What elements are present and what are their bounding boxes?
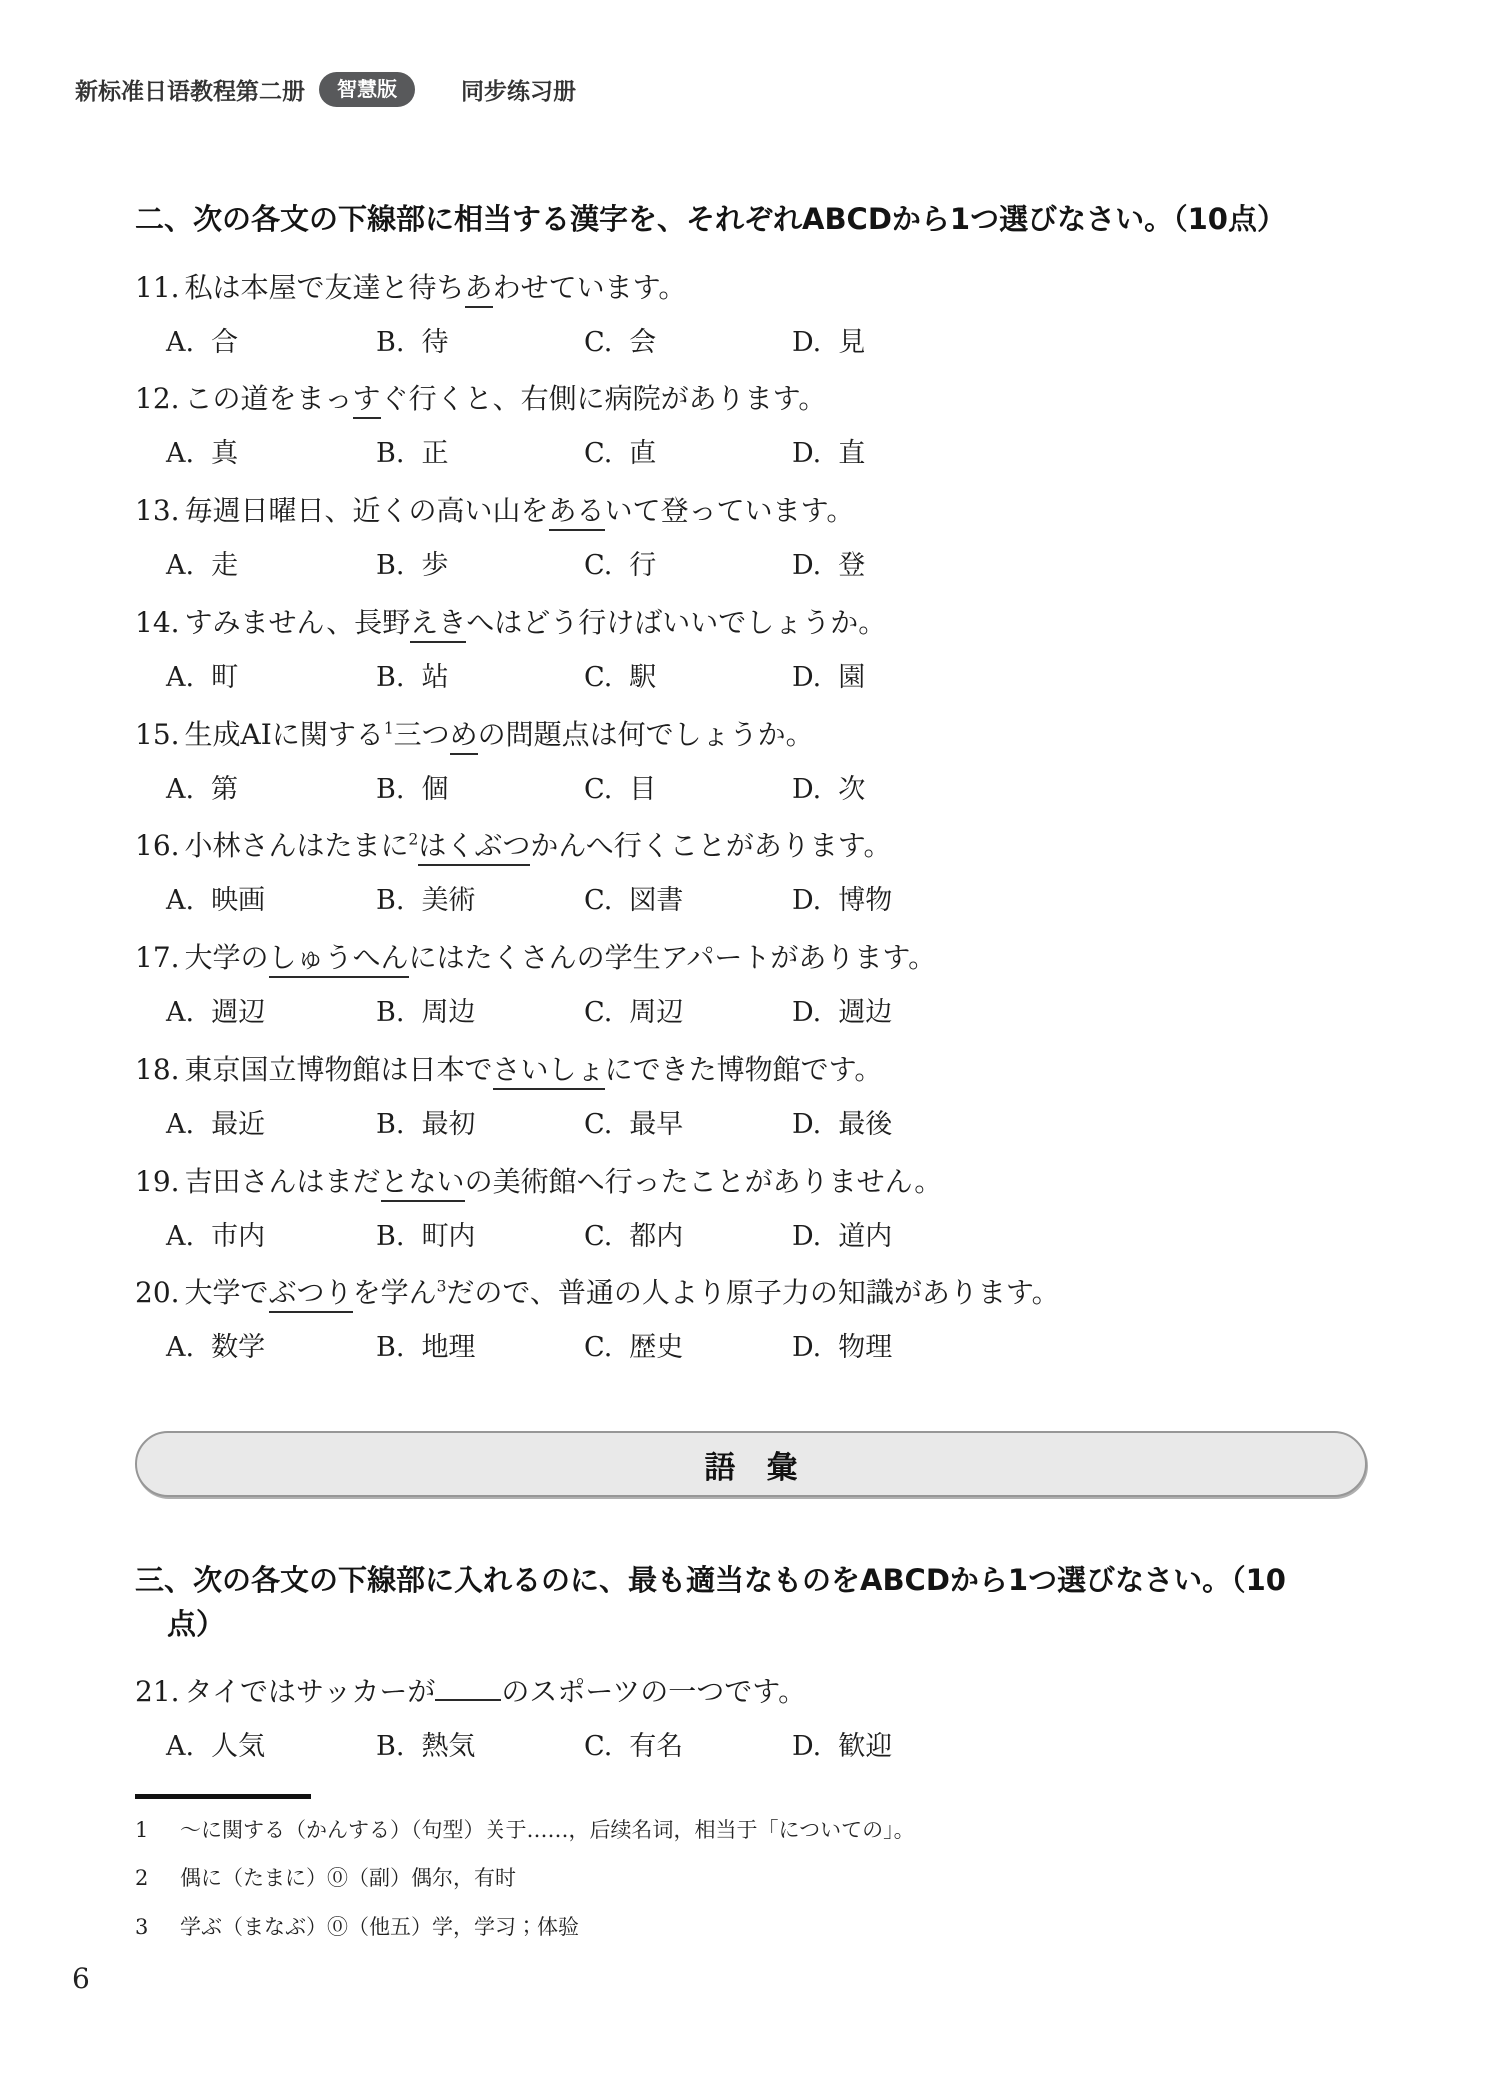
- answer-option: [584, 326, 792, 360]
- option-letter: D.: [792, 1220, 822, 1252]
- answer-option: [166, 437, 376, 471]
- option-letter: D.: [792, 1731, 822, 1762]
- question-item: [135, 1164, 1387, 1254]
- sentence-segment: さいしょ: [493, 1053, 605, 1090]
- question-sentence: [135, 1275, 1387, 1310]
- sentence-segment: 3: [436, 1277, 447, 1296]
- section-kanji-choice: [135, 198, 1387, 1365]
- question-number: 19.: [135, 1164, 180, 1198]
- option-letter: D.: [792, 550, 822, 581]
- option-text: 週边: [838, 997, 893, 1028]
- option-letter: A.: [166, 773, 195, 805]
- book-title: 新标准日语教程第二册: [75, 79, 305, 105]
- sentence-segment: 1: [383, 719, 394, 738]
- answer-option: [792, 549, 1387, 583]
- options-row: [135, 773, 1387, 807]
- answer-option: [376, 326, 584, 360]
- option-letter: C.: [584, 438, 613, 470]
- option-text: 周边: [421, 997, 476, 1028]
- option-letter: B.: [376, 1108, 405, 1140]
- answer-option: [584, 549, 792, 583]
- option-text: 町内: [421, 1220, 476, 1252]
- option-text: 登: [838, 550, 866, 581]
- option-letter: C.: [584, 1108, 613, 1140]
- answer-option: [584, 661, 792, 695]
- options-row: [135, 996, 1387, 1030]
- option-letter: D.: [792, 773, 822, 805]
- option-text: 歴史: [629, 1332, 684, 1364]
- sentence-segment: 私は本屋で友達と待ち: [184, 270, 465, 304]
- option-letter: A.: [166, 550, 195, 581]
- option-text: 目: [629, 773, 657, 805]
- answer-option: [376, 549, 584, 583]
- option-text: 行: [629, 550, 657, 581]
- option-text: 最後: [838, 1108, 893, 1140]
- question-number: 16.: [135, 829, 180, 863]
- question-list: [135, 270, 1387, 1366]
- answer-option: [584, 996, 792, 1030]
- sentence-segment: 三つ: [393, 717, 450, 751]
- edition-badge: 智慧版: [319, 72, 415, 107]
- footnote-number: 3: [135, 1914, 149, 1939]
- answer-option: [166, 1730, 376, 1764]
- sentence-segment: とない: [381, 1165, 465, 1202]
- option-text: 都内: [629, 1220, 684, 1252]
- option-text: 次: [838, 773, 866, 805]
- option-text: 周辺: [629, 997, 684, 1028]
- sentence-segment: かんへ行くことがあります。: [530, 829, 892, 863]
- question-sentence: [135, 493, 1387, 528]
- option-text: 町: [211, 661, 239, 693]
- option-text: 個: [421, 773, 449, 805]
- option-text: 合: [211, 326, 239, 358]
- option-letter: A.: [166, 1731, 195, 1762]
- footnote-text: 偶に（たまに）⓪（副）偶尔，有时: [180, 1866, 516, 1891]
- footnote-divider: [135, 1794, 311, 1799]
- option-letter: B.: [376, 550, 405, 581]
- option-text: 最初: [421, 1108, 476, 1140]
- sentence-segment: の美術館へ行ったことがありません。: [464, 1164, 943, 1198]
- option-text: 市内: [211, 1220, 266, 1252]
- sentence-segment: を学ん: [352, 1276, 437, 1310]
- section-vocab-fill: [135, 1559, 1387, 1764]
- sentence-segment: 大学で: [184, 1276, 269, 1310]
- answer-option: [376, 1730, 584, 1764]
- sentence-segment: はくぶつ: [418, 829, 530, 866]
- question-number: 14.: [135, 605, 180, 639]
- options-row: [135, 549, 1387, 583]
- answer-option: [792, 1108, 1387, 1142]
- option-letter: B.: [376, 885, 405, 917]
- sentence-segment: ある: [549, 494, 605, 531]
- option-letter: B.: [376, 1220, 405, 1252]
- page-header: [75, 72, 576, 107]
- sentence-segment: の問題点は何でしょうか。: [477, 717, 814, 751]
- option-letter: C.: [584, 326, 613, 358]
- answer-option: [792, 1730, 1387, 1764]
- option-text: 図書: [629, 885, 684, 917]
- option-text: 駅: [629, 661, 657, 693]
- answer-option: [166, 1220, 376, 1254]
- question-sentence: [135, 381, 1387, 416]
- option-text: 道内: [838, 1220, 893, 1252]
- option-text: 最近: [211, 1108, 266, 1140]
- question-sentence: [135, 605, 1387, 640]
- option-text: 物理: [838, 1332, 893, 1364]
- option-text: 数学: [211, 1332, 266, 1364]
- option-text: 直: [838, 438, 866, 470]
- question-number: 18.: [135, 1052, 180, 1086]
- answer-option: [792, 661, 1387, 695]
- question-sentence: [135, 1674, 1387, 1709]
- sentence-segment: えき: [410, 606, 466, 643]
- answer-option: [166, 884, 376, 918]
- answer-option: [376, 1108, 584, 1142]
- answer-option: [376, 661, 584, 695]
- option-letter: B.: [376, 438, 405, 470]
- answer-option: [166, 661, 376, 695]
- option-text: 站: [421, 661, 449, 693]
- option-letter: C.: [584, 550, 613, 581]
- options-row: [135, 1108, 1387, 1142]
- option-letter: B.: [376, 997, 405, 1028]
- question-number: 17.: [135, 941, 180, 974]
- answer-option: [584, 1220, 792, 1254]
- page-content: [135, 198, 1387, 1960]
- sentence-segment: 毎週日曜日、近くの高い山を: [184, 494, 549, 527]
- answer-option: [166, 773, 376, 807]
- sentence-segment: いて登っています。: [604, 494, 855, 527]
- sentence-segment: ぶつり: [269, 1276, 353, 1313]
- footnote: [135, 1863, 1387, 1893]
- option-letter: A.: [166, 661, 195, 693]
- sentence-segment: め: [450, 718, 478, 755]
- series-title: 同步练习册: [461, 79, 576, 105]
- option-letter: D.: [792, 438, 822, 470]
- question-sentence: [135, 828, 1387, 863]
- footnote-number: 1: [135, 1817, 149, 1842]
- sentence-segment: にできた博物館です。: [604, 1052, 883, 1086]
- option-text: 有名: [629, 1731, 684, 1762]
- question-item: [135, 270, 1387, 360]
- footnote: [135, 1815, 1387, 1845]
- question-number: 13.: [135, 494, 180, 527]
- question-item: [135, 1674, 1387, 1764]
- option-letter: A.: [166, 1108, 195, 1140]
- answer-option: [792, 1331, 1387, 1365]
- question-item: [135, 493, 1387, 583]
- option-letter: A.: [166, 1220, 195, 1252]
- answer-option: [584, 1108, 792, 1142]
- option-letter: C.: [584, 997, 613, 1028]
- option-letter: D.: [792, 661, 822, 693]
- option-text: 人気: [211, 1731, 266, 1762]
- question-sentence: [135, 1164, 1387, 1199]
- question-number: 21.: [135, 1675, 180, 1708]
- option-letter: D.: [792, 997, 822, 1028]
- question-item: [135, 1052, 1387, 1142]
- question-sentence: [135, 270, 1387, 305]
- option-letter: A.: [166, 326, 195, 358]
- answer-option: [376, 1220, 584, 1254]
- question-item: [135, 828, 1387, 918]
- option-letter: B.: [376, 661, 405, 693]
- sentence-segment: 生成AIに関する: [184, 717, 384, 751]
- option-letter: A.: [166, 1332, 195, 1364]
- options-row: [135, 1220, 1387, 1254]
- option-letter: B.: [376, 773, 405, 805]
- option-letter: A.: [166, 438, 195, 470]
- options-row: [135, 1730, 1387, 1764]
- answer-option: [792, 884, 1387, 918]
- sentence-segment: すみません、長野: [184, 605, 411, 639]
- section-title: 三、次の各文の下線部に入れるのに、最も適当なものをABCDから1つ選びなさい。（10点）: [135, 1563, 1286, 1641]
- vocab-banner: [135, 1431, 1367, 1497]
- option-letter: C.: [584, 1220, 613, 1252]
- question-number: 12.: [135, 382, 180, 416]
- question-item: [135, 381, 1387, 471]
- option-letter: B.: [376, 1332, 405, 1364]
- option-text: 第: [211, 773, 239, 805]
- question-number: 20.: [135, 1276, 180, 1310]
- option-text: 正: [421, 438, 449, 470]
- sentence-segment: [435, 1674, 501, 1701]
- sentence-segment: 2: [408, 830, 419, 849]
- answer-option: [792, 773, 1387, 807]
- option-text: 見: [838, 326, 866, 358]
- answer-option: [584, 437, 792, 471]
- options-row: [135, 661, 1387, 695]
- sentence-segment: 小林さんはたまに: [184, 829, 409, 863]
- footnote-text: 学ぶ（まなぶ）⓪（他五）学，学习；体验: [180, 1914, 579, 1939]
- answer-option: [584, 1730, 792, 1764]
- sentence-segment: しゅうへん: [269, 941, 409, 978]
- answer-option: [792, 326, 1387, 360]
- answer-option: [792, 437, 1387, 471]
- answer-option: [166, 996, 376, 1030]
- question-item: [135, 1275, 1387, 1365]
- option-text: 園: [838, 661, 866, 693]
- sentence-segment: タイではサッカーが: [184, 1675, 436, 1708]
- option-letter: C.: [584, 1731, 613, 1762]
- option-letter: C.: [584, 661, 613, 693]
- vocab-banner-label: 語 彙: [704, 1449, 798, 1486]
- answer-option: [584, 773, 792, 807]
- answer-option: [792, 1220, 1387, 1254]
- option-text: 週辺: [211, 997, 266, 1028]
- question-list: [135, 1674, 1387, 1764]
- answer-option: [166, 326, 376, 360]
- option-text: 待: [421, 326, 449, 358]
- option-text: 走: [211, 550, 239, 581]
- sentence-segment: のスポーツの一つです。: [501, 1675, 807, 1708]
- sentence-segment: だので、普通の人より原子力の知識があります。: [446, 1276, 1060, 1310]
- sentence-segment: この道をまっ: [184, 382, 353, 416]
- option-letter: A.: [166, 885, 195, 917]
- options-row: [135, 1331, 1387, 1365]
- sentence-segment: へはどう行けばいいでしょうか。: [466, 605, 887, 639]
- footnotes-block: [135, 1794, 1387, 1942]
- sentence-segment: 東京国立博物館は日本で: [184, 1052, 493, 1086]
- option-text: 映画: [211, 885, 266, 917]
- option-letter: D.: [792, 885, 822, 917]
- answer-option: [584, 884, 792, 918]
- option-letter: D.: [792, 1108, 822, 1140]
- answer-option: [376, 996, 584, 1030]
- option-text: 地理: [421, 1332, 476, 1364]
- option-text: 最早: [629, 1108, 684, 1140]
- option-text: 真: [211, 438, 239, 470]
- option-text: 直: [629, 438, 657, 470]
- answer-option: [376, 884, 584, 918]
- answer-option: [584, 1331, 792, 1365]
- footnote: [135, 1912, 1387, 1942]
- sentence-segment: ぐ行くと、右側に病院があります。: [380, 382, 827, 416]
- question-number: 11.: [135, 270, 180, 304]
- options-row: [135, 326, 1387, 360]
- option-letter: B.: [376, 1731, 405, 1762]
- question-sentence: [135, 1052, 1387, 1087]
- footnote-text: ～に関する（かんする）（句型）关于……，后续名词，相当于「についての」。: [180, 1817, 915, 1842]
- answer-option: [376, 1331, 584, 1365]
- option-letter: C.: [584, 773, 613, 805]
- question-number: 15.: [135, 717, 180, 751]
- option-letter: D.: [792, 1332, 822, 1364]
- option-text: 歩: [421, 550, 449, 581]
- question-item: [135, 605, 1387, 695]
- answer-option: [166, 1108, 376, 1142]
- options-row: [135, 437, 1387, 471]
- answer-option: [166, 549, 376, 583]
- sentence-segment: わせています。: [492, 270, 687, 304]
- option-text: 美術: [421, 885, 476, 917]
- answer-option: [376, 773, 584, 807]
- option-letter: B.: [376, 326, 405, 358]
- option-letter: A.: [166, 997, 195, 1028]
- page-number: 6: [72, 1962, 90, 1995]
- option-text: 会: [629, 326, 657, 358]
- question-sentence: [135, 717, 1387, 752]
- option-text: 博物: [838, 885, 893, 917]
- option-letter: D.: [792, 326, 822, 358]
- sentence-segment: にはたくさんの学生アパートがあります。: [408, 941, 937, 974]
- option-letter: C.: [584, 885, 613, 917]
- option-letter: C.: [584, 1332, 613, 1364]
- question-sentence: [135, 940, 1387, 975]
- option-text: 熱気: [421, 1731, 476, 1762]
- answer-option: [376, 437, 584, 471]
- section-title: 二、次の各文の下線部に相当する漢字を、それぞれABCDから1つ選びなさい。（10点）: [135, 202, 1286, 236]
- question-item: [135, 717, 1387, 807]
- sentence-segment: す: [353, 382, 381, 419]
- sentence-segment: あ: [465, 271, 493, 308]
- options-row: [135, 884, 1387, 918]
- answer-option: [166, 1331, 376, 1365]
- footnote-number: 2: [135, 1866, 149, 1891]
- answer-option: [792, 996, 1387, 1030]
- sentence-segment: 吉田さんはまだ: [184, 1164, 381, 1198]
- sentence-segment: 大学の: [184, 941, 269, 974]
- question-item: [135, 940, 1387, 1030]
- option-text: 歓迎: [838, 1731, 893, 1762]
